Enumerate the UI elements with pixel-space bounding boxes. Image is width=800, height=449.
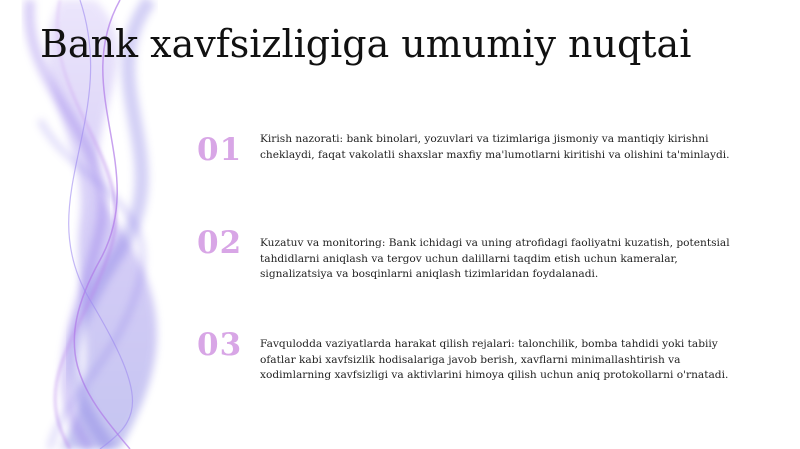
- decorative-smoke-graphic: [0, 0, 230, 449]
- item-text: Kuzatuv va monitoring: Bank ichidagi va uning atrofidagi faoliyatni kuzatish, potentsial tahdidlarni aniqlash va tergov uchun dalillarni taqdim etish uchun kameralar, signalizatsiya va bosqinlarni aniqlash tizimlaridan foydalanadi.: [260, 237, 730, 280]
- list-item: [197, 132, 757, 212]
- item-number: 02: [197, 225, 243, 261]
- item-number: 01: [197, 132, 243, 168]
- item-text: Favqulodda vaziyatlarda harakat qilish rejalari: talonchilik, bomba tahdidi yoki tabiiy ofatlar kabi xavfsizlik hodisalariga javob berish, xavflarni minimallashtirish va xodimlarning xavfsizligi va aktivlarini himoya qilish uchun aniq protokollarni o'rnatadi.: [260, 338, 729, 381]
- list-item: [197, 225, 757, 305]
- item-number: 03: [197, 327, 243, 363]
- item-text: Kirish nazorati: bank binolari, yozuvlari va tizimlariga jismoniy va mantiqiy kirishni cheklaydi, faqat vakolatli shaxslar maxfiy ma'lumotlarni kiritishi va olishini ta'minlaydi.: [260, 133, 730, 161]
- list-item: [197, 327, 757, 407]
- slide-title: Bank xavfsizligiga umumiy nuqtai: [40, 22, 692, 66]
